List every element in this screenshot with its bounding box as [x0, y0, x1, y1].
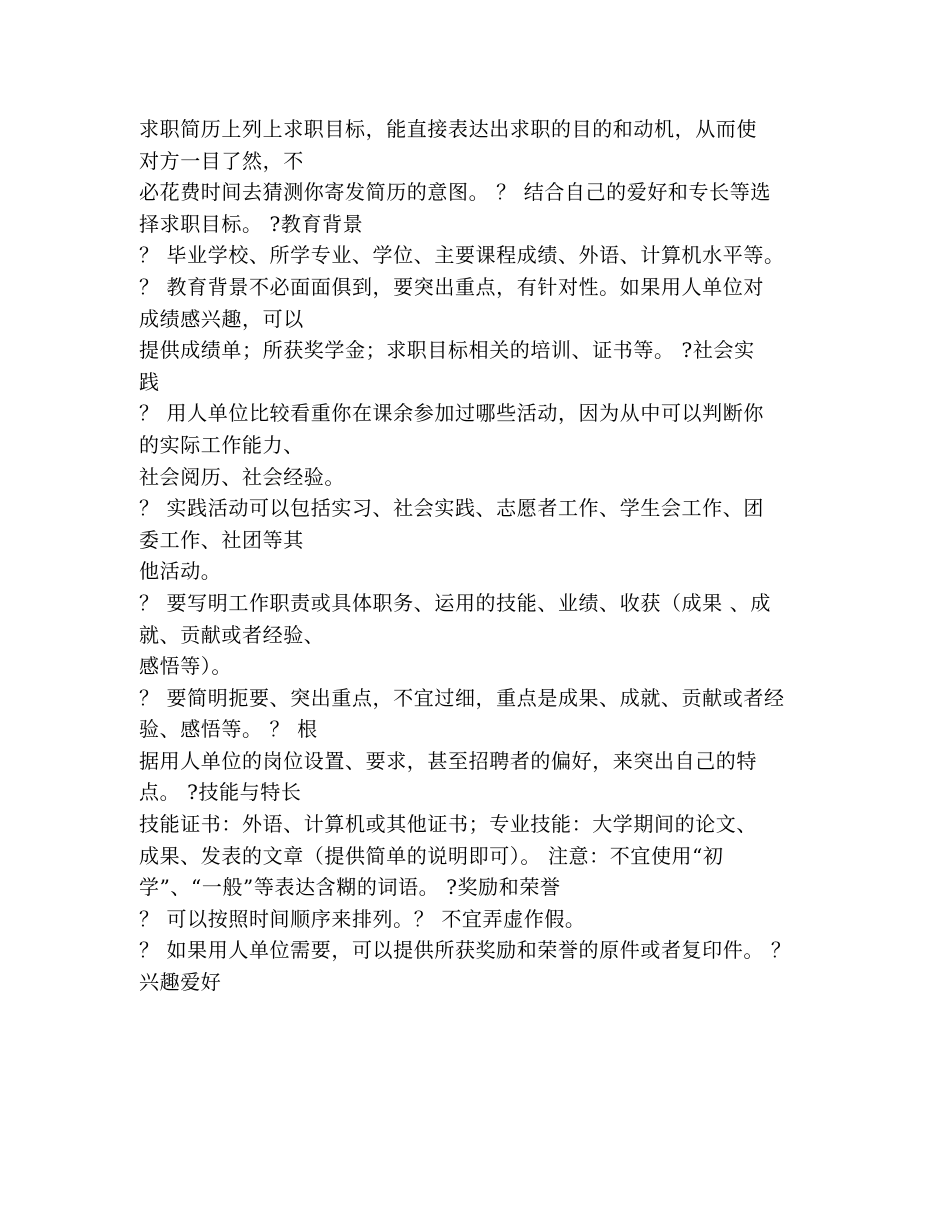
text-line: 技能证书：外语、计算机或其他证书；专业技能：大学期间的论文、: [139, 812, 757, 837]
text-line: 对方一目了然，不: [139, 148, 304, 173]
text-line: 践: [139, 369, 160, 394]
text-line: ？ 教育背景不必面面俱到，要突出重点，有针对性。如果用人单位对: [139, 274, 764, 299]
text-line: 成绩感兴趣，可以: [139, 306, 304, 331]
text-line: ？ 毕业学校、所学专业、学位、主要课程成绩、外语、计算机水平等。: [139, 243, 785, 268]
document-body-text: [139, 114, 829, 999]
text-line: 学”、“一般”等表达含糊的词语。 ?奖励和荣誉: [139, 875, 561, 900]
text-line: ？ 用人单位比较看重你在课余参加过哪些活动，因为从中可以判断你: [139, 401, 764, 426]
text-line: ？ 如果用人单位需要，可以提供所获奖励和荣誉的原件或者复印件。 ？: [139, 938, 792, 963]
text-line: 就、贡献或者经验、: [139, 622, 325, 647]
text-line: 据用人单位的岗位设置、要求，甚至招聘者的偏好，来突出自己的特: [139, 748, 757, 773]
text-line: 择求职目标。 ?教育背景: [139, 211, 364, 236]
text-line: ？ 可以按照时间顺序来排列。？ 不宜弄虚作假。: [139, 906, 586, 931]
text-line: 成果、发表的文章（提供简单的说明即可）。 注意：不宜使用“初: [139, 843, 724, 868]
text-line: 社会阅历、社会经验。: [139, 464, 345, 489]
text-line: ？ 实践活动可以包括实习、社会实践、志愿者工作、学生会工作、团: [139, 496, 764, 521]
text-line: 的实际工作能力、: [139, 432, 304, 457]
text-line: 提供成绩单；所获奖学金；求职目标相关的培训、证书等。 ?社会实: [139, 338, 755, 363]
text-line: 必花费时间去猜测你寄发简历的意图。 ？ 结合自己的爱好和专长等选: [139, 180, 771, 205]
text-line: 感悟等）。: [139, 654, 232, 679]
text-line: 委工作、社团等其: [139, 527, 304, 552]
text-line: ？ 要写明工作职责或具体职务、运用的技能、业绩、收获（成果 、成: [139, 590, 771, 615]
text-line: 验、感悟等。 ？ 根: [139, 717, 318, 742]
text-line: 求职简历上列上求职目标，能直接表达出求职的目的和动机，从而使: [139, 117, 757, 141]
text-line: ？ 要简明扼要、突出重点，不宜过细，重点是成果、成就、贡献或者经: [139, 685, 785, 710]
text-line: 兴趣爱好: [139, 970, 222, 995]
text-line: 他活动。: [139, 559, 222, 584]
text-line: 点。 ?技能与特长: [139, 780, 302, 805]
